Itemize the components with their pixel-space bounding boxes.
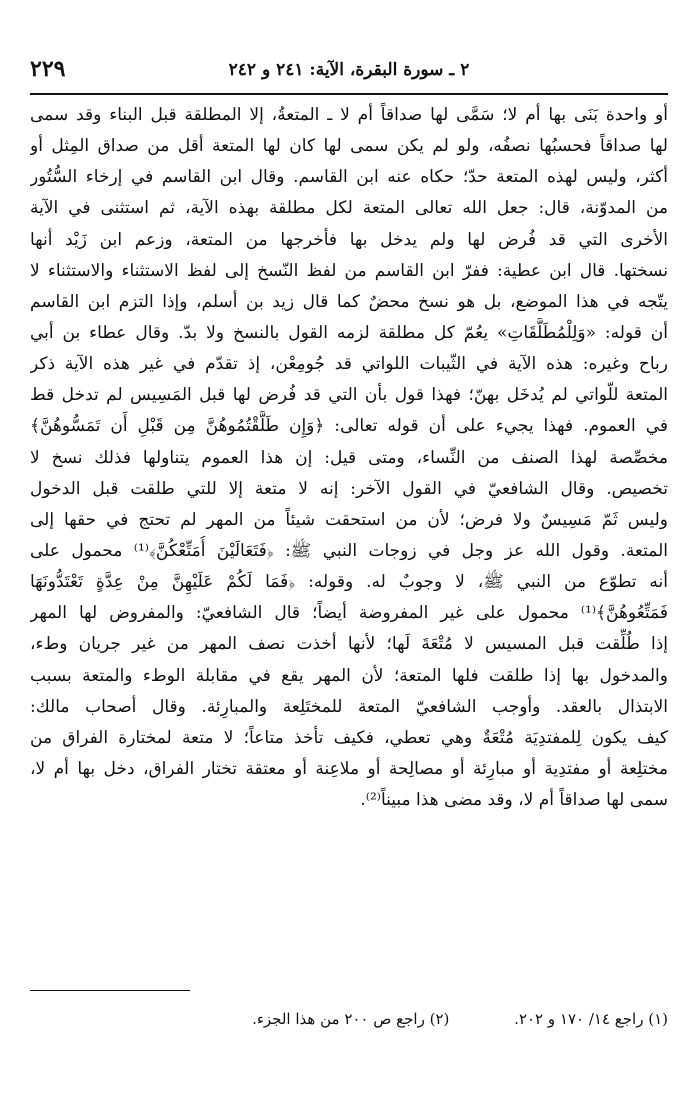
text-line: المتعة للّواتي لم يُدخَل بهنّ؛ فهذا قول بأن التي قد فُرض لها قبل المَسِيس لم تدخل قط — [30, 385, 668, 406]
text-line: نسختها. قال ابن عطية: ففرّ ابن القاسم من لفظ النّسخ إلى لفظ الاستثناء والاستثناء لا — [30, 260, 668, 281]
text-line: فَمَتِّعُوهُنَّ﴾⁽¹⁾ محمول على غير المفروضة أيضاً؛ قال الشافعيّ: والمفروض لها المهر — [30, 603, 668, 624]
text-line: وليس ثَمّ مَسِيسٌ ولا فرض؛ لأن من استحقت شيئاً من المهر لم تحتج في حقها إلى — [30, 509, 668, 530]
text-line: أن قوله: «وَلِلْمُطَلَّقَاتِ» يعُمّ كل مطلقة لزمه القول بالنسخ ولا بدّ. وقال عطاء بن أبي — [30, 322, 668, 343]
text-line: لها صداقاً فحسبُها نصفُه، ولو لم يكن سمى لها كان لها المتعة أقل من صداق المِثل أو — [30, 136, 668, 157]
text-line: الابتذال بالعقد. وأوجب الشافعيّ المتعة للمختَلِعة والمبارِئة. وقال أصحاب مالك: — [30, 696, 668, 717]
page-header — [30, 56, 668, 90]
text-line: المتعة. وقول الله عز وجل في زوجات النبي ﷺ: ﴿فَتَعَالَيْنَ أُمَتِّعْكُنَّ﴾⁽¹⁾ محمول على — [30, 540, 668, 561]
text-line: كيف يكون لِلمفتدِيَة مُتْعَةٌ وهي تعطي، فكيف تأخذ متاعاً؛ لا متعة لمختارة الفراق من — [30, 727, 668, 748]
text-line: الأخرى التي قد فُرض لها ولم يدخل بها فأخرجها من المتعة، وزعم ابن زَيْد أنها — [30, 229, 668, 250]
text-line: أنه تطوّع من النبي ﷺ، لا وجوبٌ له. وقوله: ﴿فَمَا لَكُمْ عَلَيْهِنَّ مِنْ عِدَّةٍ تَعْتَدُّونَهَا — [30, 572, 668, 593]
text-line: مخصِّصة لهذا الصنف من النِّساء، ومتى قيل: إن هذا العموم يتناولها فذلك نسخ لا — [30, 447, 668, 468]
text-line: مختلِعة أو مفتدِية أو مبارِئة أو مصالِحة أو ملاعِنة أو معتقة تختار الفراق، دخل بها أم لا، — [30, 758, 668, 779]
text-line: أكثر، وليس لهذه المتعة حدّ؛ حكاه عنه ابن القاسم. وقال ابن القاسم في إرخاء السُّتُور — [30, 167, 668, 188]
text-line: رباح وغيره: هذه الآية في الثّيبات اللواتي قد جُومِعْن، إذ تقدّم في غير هذه الآية ذكر — [30, 354, 668, 375]
footnotes — [30, 1010, 668, 1028]
body-text — [30, 100, 668, 816]
text-line: سمى لها صداقاً أم لا، وقد مضى هذا مبيناً⁽²⁾. — [360, 790, 668, 811]
text-line: أو واحدة بَنَى بها أم لا؛ سَمَّى لها صداقاً أم لا ـ المتعةُ، إلا المطلقة قبل البناء وقد سمى — [30, 105, 668, 125]
footnote-2: (٢) راجع ص ٢٠٠ من هذا الجزء. — [252, 1010, 450, 1028]
text-line: والمدخول بها إذا طلقت فلها المتعة؛ لأن المهر يقع في مقابلة الوطء والمتعة بسبب — [30, 665, 668, 686]
running-title: ٢ ـ سورة البقرة، الآية: ٢٤١ و ٢٤٢ — [228, 60, 470, 80]
header-divider — [30, 93, 668, 95]
page-number: ٢٢٩ — [30, 56, 66, 82]
text-line: من المدوّنة، قال: جعل الله تعالى المتعة لكل مطلقة بهذه الآية، ثم استثنى في الآية — [30, 198, 668, 219]
text-line: إذا طُلِّقت قبل المسيس لا مُتْعَةَ لَها؛ لأنها أخذت نصف المهر من غير جريان وطء، — [30, 634, 668, 655]
footnote-1: (١) راجع ١٤/ ١٧٠ و ٢٠٢. — [514, 1010, 668, 1028]
text-line: يتّجه في هذا الموضع، بل هو نسخ محضٌ كما قال زيد بن أسلم، وإذا التزم ابن القاسم — [30, 291, 668, 312]
text-line: في العموم. فهذا يجيء على أن قوله تعالى: ﴿وَإِن طَلَّقْتُمُوهُنَّ مِن قَبْلِ أَن تَمَسُّوهُنَّ﴾ — [30, 416, 668, 437]
footnote-divider — [30, 990, 190, 991]
text-line: تخصيص. وقال الشافعيّ في القول الآخر: إنه لا متعة إلا للتي طلقت قبل الدخول — [30, 478, 668, 499]
